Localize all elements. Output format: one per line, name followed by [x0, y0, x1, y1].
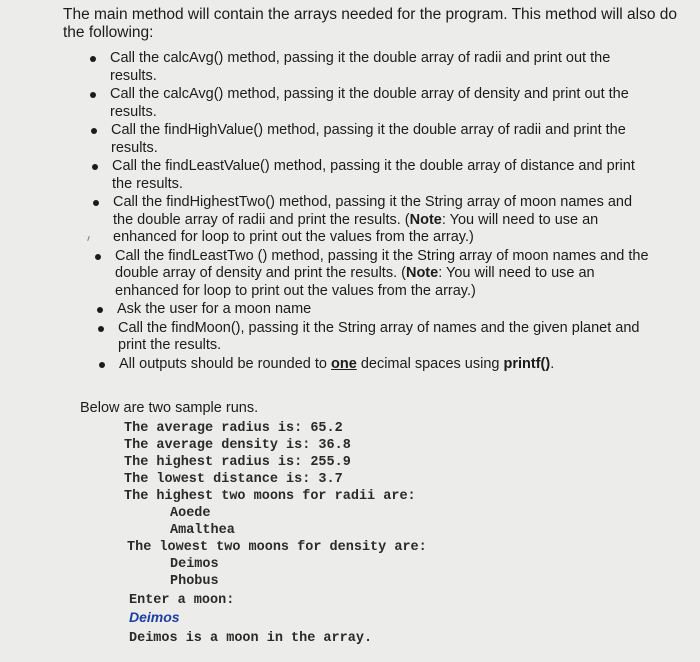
- list-item: Ask the user for a moon name: [97, 301, 650, 319]
- output-line: The lowest two moons for density are:: [127, 540, 427, 555]
- list-item: Call the findHighestTwo() method, passing it the String array of moon names and the double array of radii and print the results. (Note: You will need to use an enhanced for loop to print out the values from the array.): [93, 194, 650, 247]
- bullet-icon: [91, 128, 97, 134]
- output-line: Enter a moon:: [129, 593, 235, 608]
- list-item: Call the findHighValue() method, passing it the double array of radii and print the results.: [91, 122, 650, 157]
- output-line: The highest two moons for radii are:: [124, 489, 416, 504]
- bullet-icon: [98, 326, 104, 332]
- bullet-icon: [93, 200, 99, 206]
- bullet-icon: [97, 307, 103, 313]
- list-item: Call the calcAvg() method, passing it the double array of radii and print out the results.: [90, 50, 650, 85]
- list-item: Call the findLeastValue() method, passing it the double array of distance and print the results.: [92, 158, 650, 193]
- output-line: Amalthea: [170, 523, 235, 538]
- note-label: Note: [405, 265, 439, 281]
- list-item: Call the findMoon(), passing it the String array of names and the given planet and print the results.: [98, 320, 650, 355]
- intro-paragraph: The main method will contain the arrays needed for the program. This method will also do the following:: [63, 6, 677, 41]
- output-line: Aoede: [170, 506, 211, 521]
- list-item: Call the calcAvg() method, passing it the double array of density and print out the results.: [90, 86, 650, 121]
- bullet-icon: [90, 56, 96, 62]
- sample-output: [124, 420, 427, 647]
- output-line: The highest radius is: 255.9: [124, 455, 351, 470]
- printf-code: printf(): [503, 355, 551, 372]
- output-line: Phobus: [170, 574, 219, 589]
- bullet-icon: [90, 92, 96, 98]
- user-input-line: Deimos: [129, 609, 180, 625]
- output-line: Deimos: [170, 557, 219, 572]
- bullet-icon: [95, 254, 101, 260]
- output-line: The lowest distance is: 3.7: [124, 472, 343, 487]
- samples-heading: Below are two sample runs.: [80, 400, 259, 416]
- note-label: Note: [409, 211, 442, 228]
- list-item: All outputs should be rounded to one decimal spaces using printf().: [99, 356, 650, 374]
- requirements-list: [90, 50, 650, 374]
- emphasis-one: one: [331, 355, 357, 372]
- output-line: Deimos is a moon in the array.: [129, 631, 373, 646]
- list-item: Call the findLeastTwo () method, passing it the String array of moon names and the double array of density and print the results. (Note: You will need to use an enhanced for loop to print out the values from the array.): [95, 248, 650, 301]
- bullet-icon: [99, 362, 105, 368]
- output-line: The average radius is: 65.2: [124, 421, 343, 436]
- output-line: The average density is: 36.8: [124, 438, 351, 453]
- bullet-icon: [92, 164, 98, 170]
